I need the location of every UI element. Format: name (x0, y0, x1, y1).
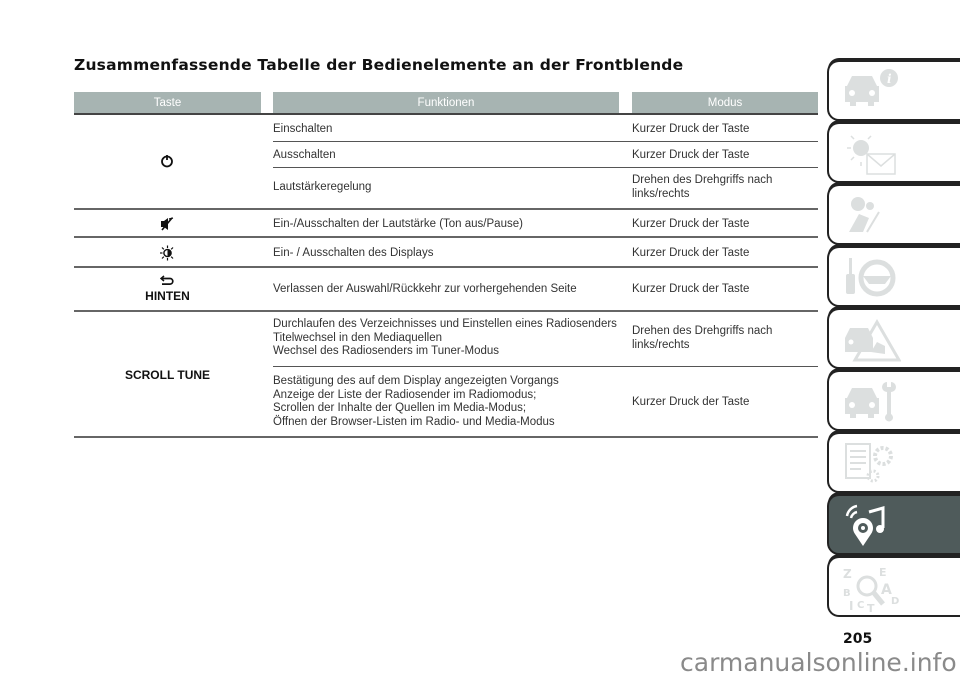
key-label-hinten: HINTEN (145, 289, 190, 303)
row-divider (74, 436, 818, 438)
function-line: Titelwechsel in den Mediaquellen (273, 331, 442, 344)
function-line: Bestätigung des auf dem Display angezeigten Vorgangs (273, 375, 559, 387)
function-line: Anzeige der Liste der Radiosender im Radiomodus; (273, 388, 537, 401)
svg-text:Z: Z (843, 567, 852, 581)
power-icon (155, 151, 179, 171)
tab-vehicle-info[interactable] (827, 60, 960, 121)
svg-text:i: i (887, 72, 892, 86)
function-line: Durchlaufen des Verzeichnisses und Einstellen eines Radiosenders (273, 318, 617, 330)
sub-row-divider (273, 167, 818, 168)
function-line: Öffnen der Browser-Listen im Radio- und Media-Modus (273, 415, 555, 428)
warning-light-envelope-icon (841, 130, 901, 178)
function-cell: Ein- / Ausschalten des Displays (273, 247, 434, 259)
tab-technical-data[interactable] (827, 432, 960, 493)
mode-cell: Kurzer Druck der Taste (632, 283, 750, 295)
car-warning-triangle-icon (841, 316, 901, 364)
column-header-funktionen: Funktionen (273, 92, 619, 113)
display-brightness-icon (155, 243, 179, 263)
row-divider (74, 236, 818, 238)
row-divider (74, 310, 818, 312)
svg-text:A: A (881, 582, 892, 598)
function-cell: Ein-/Ausschalten der Lautstärke (Ton aus/Pause) (273, 218, 523, 230)
tab-safety[interactable] (827, 184, 960, 245)
svg-text:D: D (891, 596, 900, 607)
tab-maintenance[interactable] (827, 370, 960, 431)
function-cell (273, 375, 559, 429)
tab-multimedia[interactable] (827, 494, 960, 555)
watermark: carmanualsonline.info (680, 648, 957, 677)
key-steering-wheel-icon (841, 254, 901, 302)
function-cell: Einschalten (273, 123, 333, 135)
mode-line: links/rechts (632, 187, 690, 200)
tab-starting-driving[interactable] (827, 246, 960, 307)
alphabet-search-icon (841, 564, 901, 612)
svg-text:C: C (857, 600, 865, 611)
mode-line: Drehen des Drehgriffs nach (632, 174, 773, 186)
location-music-icon (841, 502, 901, 550)
function-line: Wechsel des Radiosenders im Tuner-Modus (273, 345, 500, 357)
function-cell: Verlassen der Auswahl/Rückkehr zur vorhergehenden Seite (273, 283, 577, 295)
mode-cell: Kurzer Druck der Taste (632, 123, 750, 135)
svg-text:I: I (849, 599, 854, 612)
sub-row-divider (273, 141, 818, 142)
svg-text:E: E (879, 566, 887, 579)
mode-cell (632, 174, 772, 201)
mode-cell: Kurzer Druck der Taste (632, 396, 750, 408)
svg-text:B: B (843, 588, 851, 599)
list-gears-icon (841, 440, 901, 488)
function-line: Scrollen der Inhalte der Quellen im Media-Modus; (273, 402, 527, 414)
page-number: 205 (843, 631, 873, 647)
function-cell (273, 318, 617, 359)
mode-line: Drehen des Drehgriffs nach (632, 325, 773, 337)
car-wrench-icon (841, 378, 901, 426)
header-divider (74, 113, 818, 115)
mode-cell (632, 325, 772, 352)
row-divider (74, 266, 818, 268)
mode-cell: Kurzer Druck der Taste (632, 218, 750, 230)
mute-icon (155, 214, 179, 234)
tab-index[interactable] (827, 556, 960, 617)
key-label-scroll-tune: SCROLL TUNE (124, 368, 211, 382)
car-info-icon (841, 68, 901, 112)
tab-lights-messages[interactable] (827, 122, 960, 183)
mode-line: links/rechts (632, 338, 690, 351)
function-cell: Ausschalten (273, 149, 336, 161)
airbag-seatbelt-icon (841, 192, 901, 240)
column-header-taste: Taste (74, 92, 261, 113)
mode-cell: Kurzer Druck der Taste (632, 247, 750, 259)
row-divider (74, 208, 818, 210)
sub-row-divider (273, 366, 818, 367)
tab-emergency[interactable] (827, 308, 960, 369)
back-arrow-icon (155, 271, 179, 291)
function-cell: Lautstärkeregelung (273, 181, 372, 193)
page-title: Zusammenfassende Tabelle der Bedienelemente an der Frontblende (74, 56, 684, 74)
mode-cell: Kurzer Druck der Taste (632, 149, 750, 161)
svg-text:T: T (867, 602, 875, 612)
column-header-modus: Modus (632, 92, 818, 113)
